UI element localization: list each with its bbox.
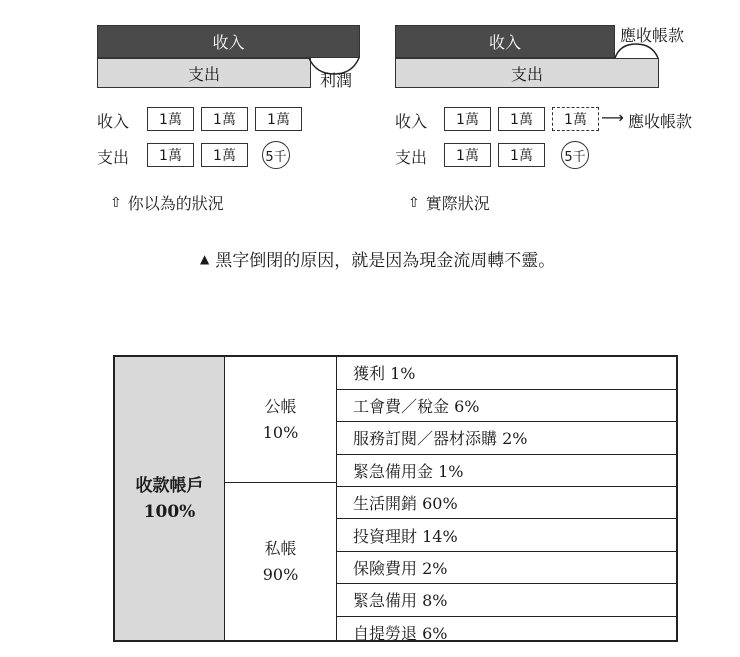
income-bar: 收入 (395, 25, 615, 58)
profit-label: 利潤 (320, 71, 353, 90)
row-expense-label: 支出 (97, 148, 130, 167)
group-name: 公帳 (264, 396, 297, 416)
item-label: 獲利 1% (353, 364, 416, 384)
group-percent: 10% (262, 422, 299, 442)
root-label: 收款帳戶 (135, 475, 204, 496)
receivable-arrow-label: 應收帳款 (628, 112, 693, 131)
table-row (337, 422, 676, 455)
table-row (337, 390, 676, 423)
income-bar: 收入 (97, 25, 360, 58)
expense-bar: 支出 (395, 58, 659, 88)
table-row (337, 617, 676, 648)
group-cell-private (225, 483, 337, 640)
expense-chip: 1萬 (201, 143, 248, 167)
income-chip: 1萬 (147, 107, 194, 131)
item-label: 服務訂閱／器材添購 2% (353, 429, 528, 449)
allocation-table (113, 355, 678, 642)
root-cell (115, 357, 225, 640)
expense-circle: 5千 (262, 141, 290, 169)
item-label: 生活開銷 60% (353, 494, 458, 514)
up-arrow-outline-icon: ⇧ (408, 194, 420, 211)
receivable-label: 應收帳款 (620, 26, 685, 45)
group-name: 私帳 (264, 538, 297, 558)
figure-caption-text: 黑字倒閉的原因，就是因為現金流周轉不靈。 (215, 251, 556, 271)
item-label: 投資理財 14% (353, 526, 458, 546)
expense-chip: 1萬 (147, 143, 194, 167)
left-caption (110, 191, 224, 214)
triangle-icon: ▲ (200, 251, 210, 266)
income-chip: 1萬 (255, 107, 302, 131)
table-row (337, 357, 676, 390)
figure-caption (200, 246, 555, 271)
income-chip: 1萬 (498, 107, 545, 131)
right-caption-text: 實際狀況 (425, 194, 490, 213)
item-label: 工會費／稅金 6% (353, 396, 480, 416)
left-caption-text: 你以為的狀況 (127, 194, 224, 213)
table-row (337, 584, 676, 616)
group-cell-public (225, 357, 337, 483)
root-percent: 100% (143, 501, 196, 522)
right-caption (408, 191, 490, 214)
row-income-label: 收入 (395, 112, 428, 131)
expense-chip: 1萬 (444, 143, 491, 167)
receivable-chip: 1萬 (552, 107, 599, 131)
item-label: 緊急備用金 1% (353, 461, 464, 481)
income-chip: 1萬 (201, 107, 248, 131)
table-row (337, 519, 676, 551)
income-chip: 1萬 (444, 107, 491, 131)
group-percent: 90% (262, 564, 299, 584)
item-label: 自提勞退 6% (353, 623, 448, 643)
row-expense-label: 支出 (395, 148, 428, 167)
item-label: 保險費用 2% (353, 558, 448, 578)
right-arrow-icon: ⟶ (601, 108, 624, 127)
expense-circle: 5千 (561, 141, 589, 169)
table-row (337, 552, 676, 584)
table-row (337, 487, 676, 519)
table-row (337, 455, 676, 488)
item-label: 緊急備用 8% (353, 591, 448, 611)
row-income-label: 收入 (97, 112, 130, 131)
up-arrow-outline-icon: ⇧ (110, 194, 122, 211)
items-column (337, 357, 676, 643)
expense-chip: 1萬 (498, 143, 545, 167)
expense-bar: 支出 (97, 58, 311, 88)
